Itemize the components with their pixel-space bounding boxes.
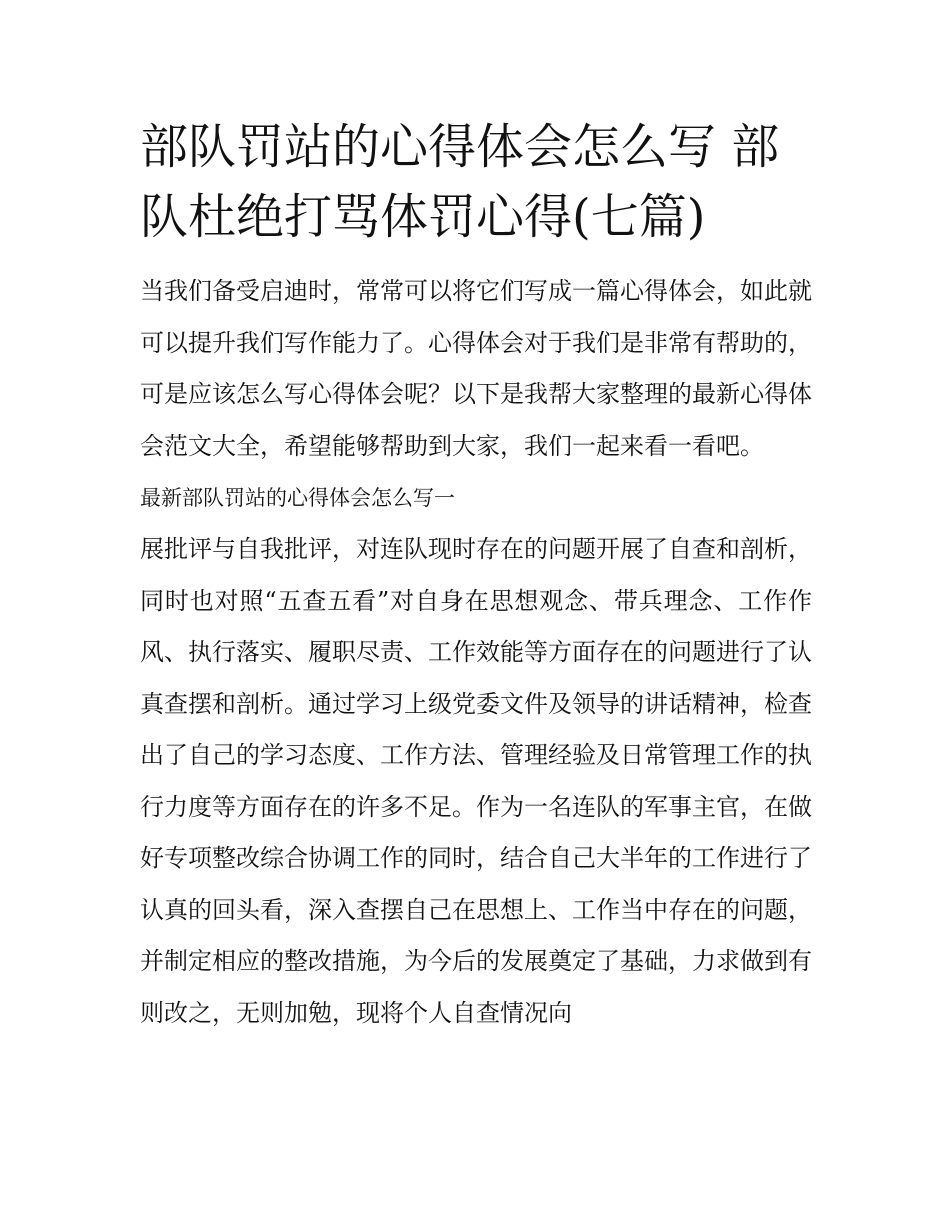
document-page bbox=[140, 112, 812, 1039]
section-heading: 最新部队罚站的心得体会怎么写一 bbox=[140, 486, 455, 510]
body-paragraph: 展批评与自我批评，对连队现时存在的问题开展了自查和剖析，同时也对照“五查五看”对自身在思想观念、带兵理念、工作作风、执行落实、履职尽责、工作效能等方面存在的问题进行了认真查摆和剖析。通过学习上级党委文件及领导的讲话精神，检查出了自己的学习态度、工作方法、管理经验及日常管理工作的执行力度等方面存在的许多不足。作为一名连队的军事主官，在做好专项整改综合协调工作的同时，结合自己大半年的工作进行了认真的回头看，深入查摆自己在思想上、工作当中存在的问题，并制定相应的整改措施，为今后的发展奠定了基础，力求做到有则改之，无则加勉，现将个人自查情况向 bbox=[140, 535, 812, 1027]
intro-paragraph: 当我们备受启迪时，常常可以将它们写成一篇心得体会，如此就可以提升我们写作能力了。心得体会对于我们是非常有帮助的，可是应该怎么写心得体会呢？以下是我帮大家整理的最新心得体会范文大全，希望能够帮助到大家，我们一起来看一看吧。 bbox=[140, 277, 812, 460]
document-title: 部队罚站的心得体会怎么写 部队杜绝打骂体罚心得(七篇) bbox=[140, 119, 780, 245]
